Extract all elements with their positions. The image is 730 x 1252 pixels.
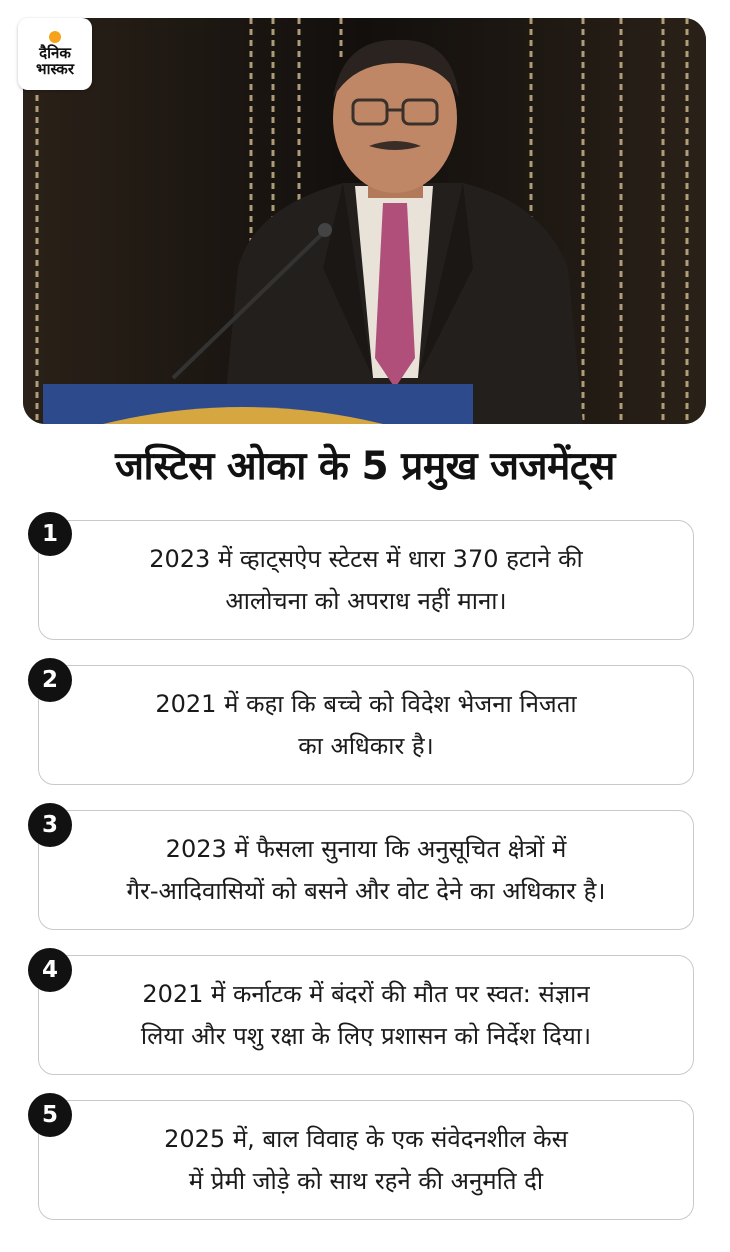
judgment-1-line-2: आलोचना को अपराध नहीं माना।	[225, 587, 507, 615]
judgment-2-line-1: 2021 में कहा कि बच्चे को विदेश भेजना निजता	[155, 690, 577, 718]
judgment-1-line-1: 2023 में व्हाट्सऐप स्टेटस में धारा 370 हटाने की	[149, 545, 583, 573]
number-badge-5: 5	[28, 1093, 72, 1137]
judgment-4-line-1: 2021 में कर्नाटक में बंदरों की मौत पर स्वत: संज्ञान	[142, 980, 590, 1008]
judgment-4-line-2: लिया और पशु रक्षा के लिए प्रशासन को निर्देश दिया।	[140, 1022, 592, 1050]
judgment-card-2	[38, 665, 694, 785]
number-badge-4: 4	[28, 948, 72, 992]
number-badge-2: 2	[28, 658, 72, 702]
judgment-card-4	[38, 955, 694, 1075]
speaker-illustration	[23, 18, 706, 424]
judgment-card-5	[38, 1100, 694, 1220]
judgment-3-line-1: 2023 में फैसला सुनाया कि अनुसूचित क्षेत्रों में	[165, 835, 567, 863]
judgment-3-line-2: गैर-आदिवासियों को बसने और वोट देने का अधिकार है।	[126, 877, 606, 905]
judgment-card-1	[38, 520, 694, 640]
logo-line-1: दैनिक	[39, 44, 71, 62]
number-badge-1: 1	[28, 512, 72, 556]
judgment-5-line-1: 2025 में, बाल विवाह के एक संवेदनशील केस	[164, 1125, 568, 1153]
number-badge-3: 3	[28, 803, 72, 847]
judgment-5-line-2: में प्रेमी जोड़े को साथ रहने की अनुमति दी	[188, 1167, 544, 1195]
judgment-2-line-2: का अधिकार है।	[298, 732, 434, 760]
page-title: जस्टिस ओका के 5 प्रमुख जजमेंट्स	[115, 444, 615, 489]
dainik-bhaskar-logo[interactable]	[18, 18, 92, 90]
logo-line-2: भास्कर	[36, 60, 74, 78]
judgment-card-3	[38, 810, 694, 930]
speaker-photo	[23, 18, 706, 424]
sun-icon	[49, 31, 61, 43]
